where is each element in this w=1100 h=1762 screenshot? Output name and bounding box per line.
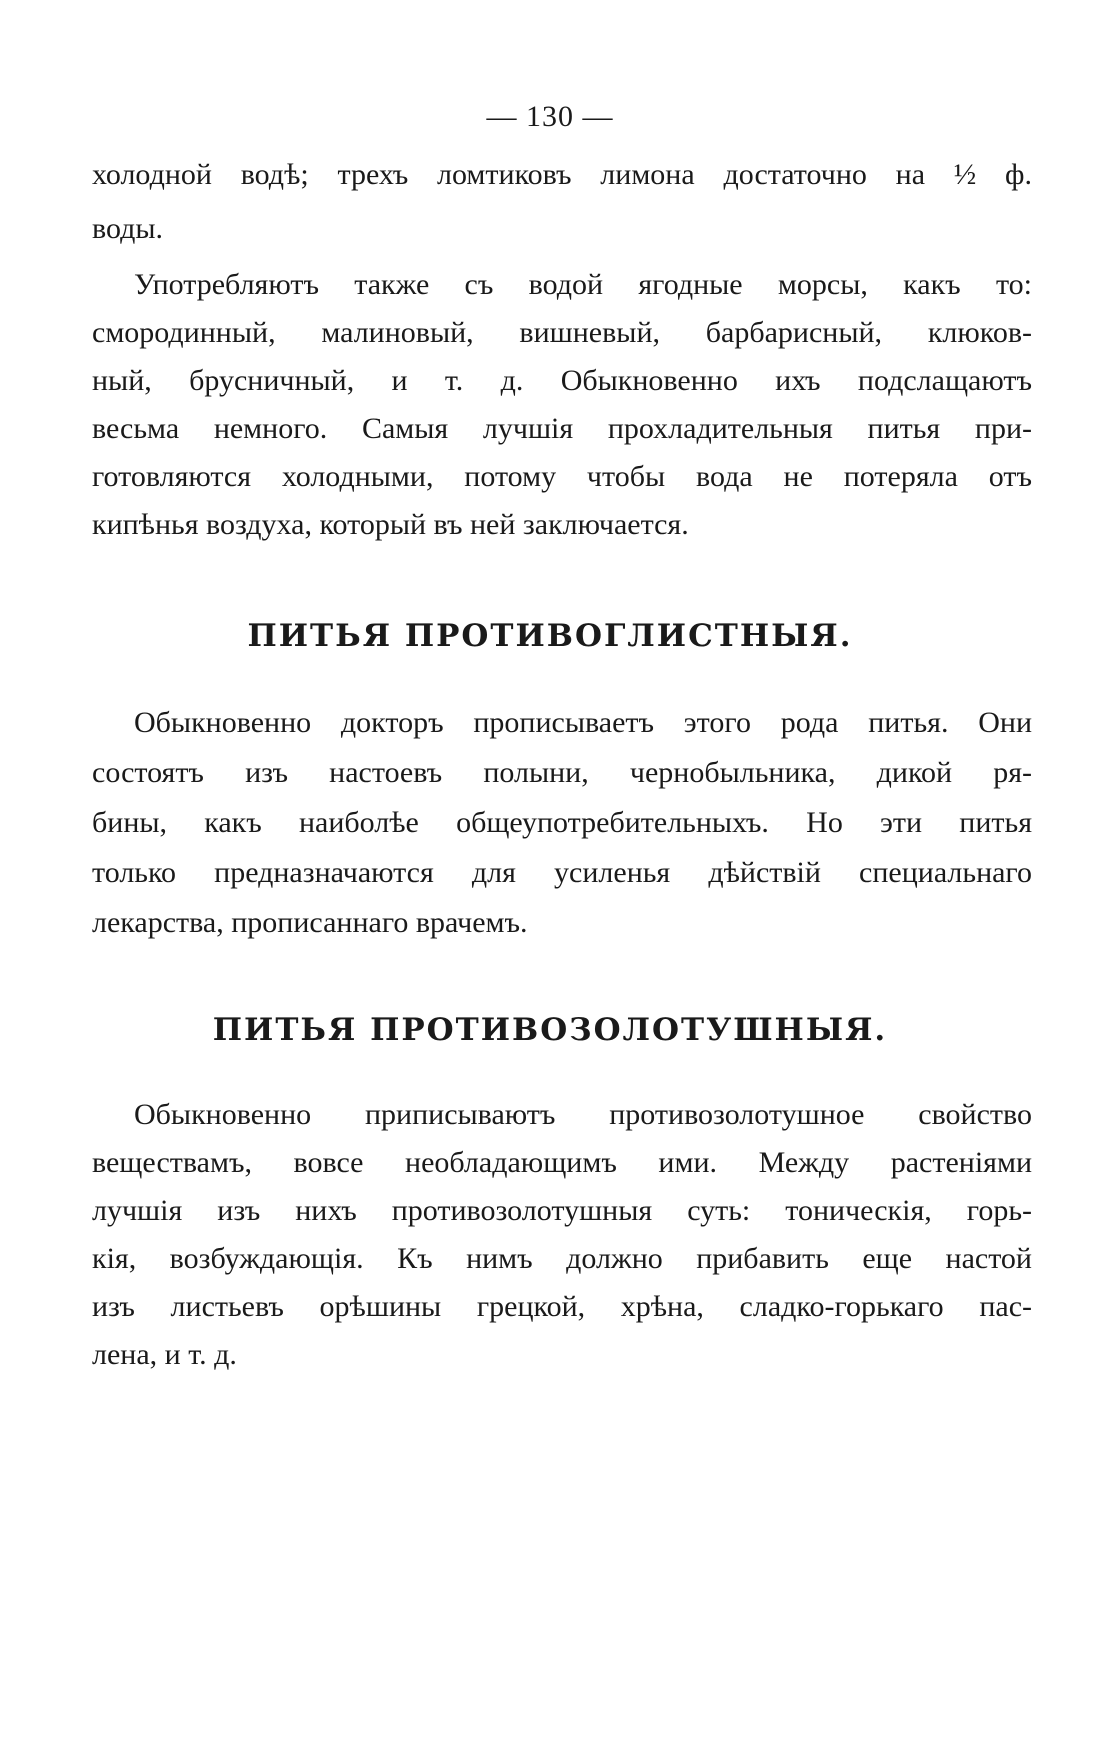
text-line: изъ листьевъ орѣшины грецкой, хрѣна, сладко-горькаго пас-	[92, 1290, 1032, 1323]
text-line: Обыкновенно приписываютъ противозолотушное свойство	[134, 1098, 1032, 1131]
text-line: кія, возбуждающія. Къ нимъ должно прибавить еще настой	[92, 1242, 1032, 1275]
text-line: кипѣнья воздуха, который въ ней заключается.	[92, 508, 689, 541]
text-line: состоятъ изъ настоевъ полыни, чернобыльника, дикой ря-	[92, 756, 1032, 789]
text-line: Обыкновенно докторъ прописываетъ этого рода питья. Они	[134, 706, 1032, 739]
text-line: весьма немного. Самыя лучшія прохладительныя питья при-	[92, 412, 1032, 445]
text-line: смородинный, малиновый, вишневый, барбарисный, клюков-	[92, 316, 1032, 349]
text-line: холодной водѣ; трехъ ломтиковъ лимона достаточно на ½ ф.	[92, 158, 1032, 191]
text-line: бины, какъ наиболѣе общеупотребительныхъ. Но эти питья	[92, 806, 1032, 839]
text-line: ный, брусничный, и т. д. Обыкновенно ихъ подслащаютъ	[92, 364, 1032, 397]
text-line: веществамъ, вовсе необладающимъ ими. Между растеніями	[92, 1146, 1032, 1179]
text-line: лучшія изъ нихъ противозолотушныя суть: тоническія, горь-	[92, 1194, 1032, 1227]
section-heading: ПИТЬЯ ПРОТИВОЗОЛОТУШНЫЯ.	[212, 1012, 888, 1048]
page-number: — 130 —	[486, 100, 614, 133]
text-line: лекарства, прописаннаго врачемъ.	[92, 906, 528, 939]
text-line: только предназначаются для усиленья дѣйствій специальнаго	[92, 856, 1032, 889]
text-line: готовляются холодными, потому чтобы вода не потеряла отъ	[92, 460, 1032, 493]
text-line: Употребляютъ также съ водой ягодные морсы, какъ то:	[134, 268, 1032, 301]
text-line: лена, и т. д.	[92, 1338, 237, 1371]
section-heading: ПИТЬЯ ПРОТИВОГЛИСТНЫЯ.	[247, 618, 853, 654]
text-line: воды.	[92, 212, 164, 245]
